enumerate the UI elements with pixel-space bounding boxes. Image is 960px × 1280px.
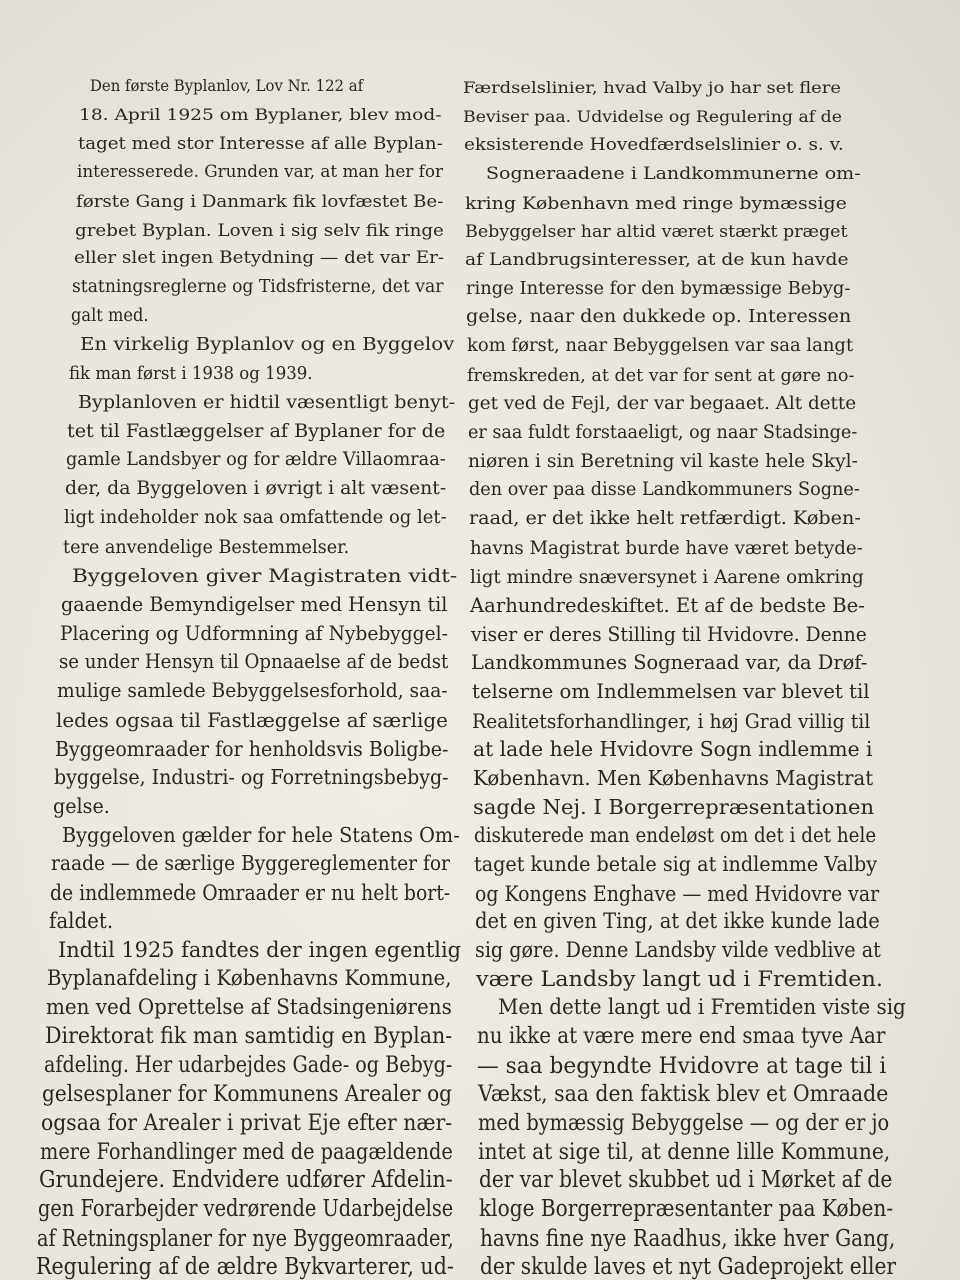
text-line: gamle Landsbyer og for ældre Villaomraa- [66,449,446,471]
text-line: fik man først i 1938 og 1939. [69,363,313,385]
text-line: intet at sige til, at denne lille Kommune, [478,1138,891,1165]
text-line: diskuterede man endeløst om det i det hele [473,823,876,848]
text-line: Indtil 1925 fandtes der ingen egentlig [57,937,461,963]
text-line: ligt indeholder nok saa omfattende og let- [63,506,447,528]
text-line: nu ikke at være mere end smaa tyve Aar [476,1024,886,1050]
text-line: 18. April 1925 om Byplaner, blev mod- [78,104,442,124]
text-line: Men dette langt ud i Fremtiden viste sig [498,995,907,1021]
text-line: København. Men Københavns Magistrat [472,766,874,791]
text-line: — saa begyndte Hvidovre at tage til i [477,1052,887,1079]
text-line: se under Hensyn til Opnaaelse af de bedst [58,650,448,674]
text-line: der, da Byggeloven i øvrigt i alt væsent- [64,478,447,500]
text-line: gaaende Bemyndigelser med Hensyn til [60,592,448,616]
text-line: Landkommunes Sogneraad var, da Drøf- [471,651,868,675]
text-line: niøren i sin Beretning vil kaste hele Skyl- [468,450,859,472]
text-line: viser er deres Stilling til Hvidovre. Denne [470,622,867,646]
text-line: interesserede. Grunden var, at man her for [76,162,443,182]
text-line: galt med. [71,305,149,326]
text-line: sagde Nej. I Borgerrepræsentationen [473,794,875,819]
text-line: Byggeloven gælder for hele Statens Om- [62,822,460,847]
text-line: tere anvendelige Bestemmelser. [62,535,350,558]
text-line: Byplanloven er hidtil væsentligt benyt- [78,391,456,413]
text-line: statningsreglerne og Tidsfristerne, det var [72,277,444,298]
text-line: Realitetsforhandlinger, i høj Grad villig til [472,708,871,733]
text-line: gen Forarbejder vedrørende Udarbejdelse [38,1195,454,1222]
text-line: havns Magistrat burde have været betyde- [469,536,863,559]
text-line: ringe Interesse for den bymæssige Bebyg- [465,278,851,299]
text-line: kring København med ringe bymæssige [464,192,847,213]
text-line: mere Forhandlinger med de paagældende [40,1138,454,1165]
text-line: Den første Byplanlov, Lov Nr. 122 af [90,76,364,96]
text-line: taget kunde betale sig at indlemme Valby [474,852,878,877]
text-line: Aarhundredeskiftet. Et af de bedste Be- [470,594,866,618]
text-line: ogsaa for Arealer i privat Eje efter nær- [41,1109,453,1136]
text-line: Færdselslinier, hvad Valby jo har set flere [463,78,841,98]
text-line: de indlemmede Omraader er nu helt bort- [49,880,451,906]
text-line: af Retningsplaner for nye Byggeomraader, [37,1224,454,1252]
text-line: Regulering af de ældre Bykvarterer, ud- [36,1252,454,1280]
text-line: gelse, naar den dukkede op. Interessen [466,307,852,328]
text-line: mulige samlede Bebyggelsesforhold, saa- [57,679,449,703]
text-line: kom først, naar Bebyggelsen var saa langt [466,336,853,357]
text-line: gelse. [53,793,111,818]
text-line: En virkelig Byplanlov og en Byggelov [80,334,455,355]
text-line: get ved de Fejl, der var begaaet. Alt dette [467,393,856,415]
text-line: byggelse, Industri- og Forretningsbebyg- [54,765,449,790]
text-line: der var blevet skubbet ud i Mørket af de [478,1167,893,1194]
text-line: Vækst, saa den faktisk blev et Omraade [477,1081,888,1108]
text-line: raade — de særlige Byggereglementer for [51,851,450,876]
text-line: taget med stor Interesse af alle Byplan- [77,133,443,153]
text-line: ligt mindre snæversynet i Aarene omkring [470,565,864,589]
text-line: eller slet ingen Betydning — det var Er- [73,248,444,269]
text-line: at lade hele Hvidovre Sogn indlemme i [472,737,873,762]
text-line: afdeling. Her udarbejdes Gade- og Bebyg- [43,1052,452,1079]
text-line: være Landsby langt ud i Fremtiden. [475,966,883,992]
text-line: telserne om Indlemmelsen var blevet til [471,680,870,704]
text-line: Beviser paa. Udvidelse og Regulering af de [463,106,843,126]
text-line: det en given Ting, at det ikke kunde lade [475,909,880,935]
text-line: der skulde laves et nyt Gadeprojekt eller [480,1252,897,1280]
text-line: Bebyggelser har altid været stærkt præget [465,221,848,242]
text-line: havns fine nye Raadhus, ikke hver Gang, [479,1224,895,1252]
text-line: tet til Fastlæggelser af Byplaner for de [67,420,446,442]
text-line: med bymæssig Bebyggelse — og der er jo [477,1110,890,1137]
text-line: raad, er det ikke helt retfærdigt. Køben- [469,508,862,530]
text-line: grebet Byplan. Loven i sig selv fik ringe [74,219,444,240]
text-line: kloge Borgerrepræsentanter paa Køben- [479,1196,894,1223]
text-line: Byggeomraader for henholdsvis Boligbe- [55,736,449,761]
text-line: eksisterende Hovedfærdselslinier o. s. v. [463,135,844,155]
text-line: Direktorat fik man samtidig en Byplan- [44,1023,452,1049]
text-line: gelsesplaner for Kommunens Arealer og [42,1081,453,1108]
text-line: faldet. [48,908,114,934]
text-line: sig gøre. Denne Landsby vilde vedblive at [475,938,882,964]
text-line: Byplanafdeling i Københavns Kommune, [46,966,452,992]
text-line: Placering og Udformning af Nybebyggel- [59,621,448,645]
text-line: Grundejere. Endvidere udfører Afdelin- [39,1167,453,1194]
text-line: fremskreden, at det var for sent at gøre no- [467,364,855,386]
text-line: er saa fuldt forstaaeligt, og naar Stadsinge- [467,422,858,444]
text-line: den over paa disse Landkommuners Sogne- [468,479,860,501]
text-line: og Kongens Enghave — med Hvidovre var [474,880,879,906]
text-line: Sogneraadene i Landkommunerne om- [486,164,861,184]
text-line: første Gang i Danmark fik lovfæstet Be- [75,190,444,211]
text-line: ledes ogsaa til Fastlæggelse af særlige [56,707,449,732]
text-line: af Landbrugsinteresser, at de kun havde [465,250,850,271]
text-line: Byggeloven giver Magistraten vidt- [71,564,457,588]
text-line: men ved Oprettelse af Stadsingeniørens [45,994,452,1020]
